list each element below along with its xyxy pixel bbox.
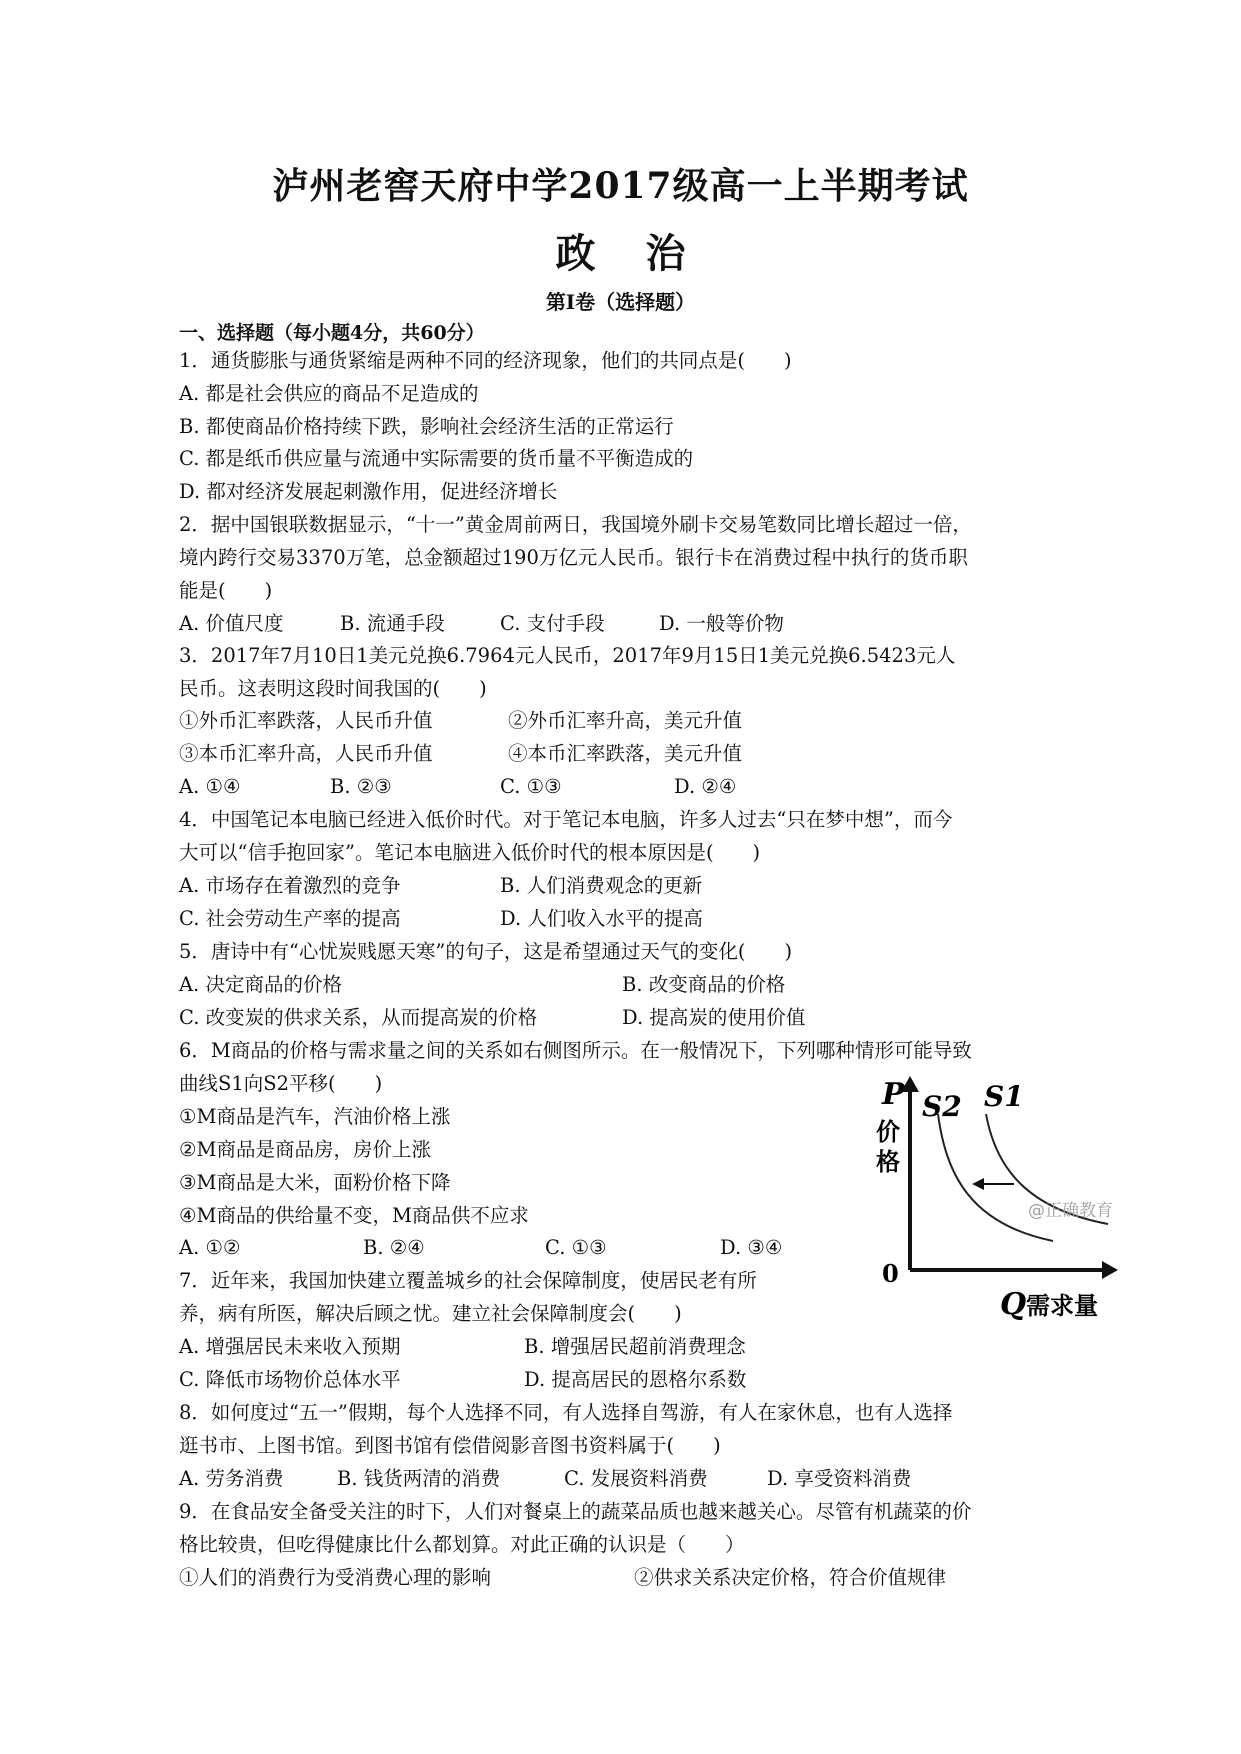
exam-title: 泸州老窖天府中学2017级高一上半期考试 <box>272 165 969 207</box>
q7-stem-line2: 养，病有所医，解决后顾之忧。建立社会保障制度会( ) <box>179 1302 682 1325</box>
y-axis-label-char1: 价 <box>876 1117 900 1146</box>
q3-stem-line2: 民币。这表明这段时间我国的( ) <box>179 677 487 700</box>
q6-item-3: ③M商品是大米，面粉价格下降 <box>179 1171 451 1194</box>
q1-option-b: B. 都使商品价格持续下跌，影响社会经济生活的正常运行 <box>179 415 674 438</box>
q8-option-a: A. 劳务消费 <box>179 1467 284 1490</box>
q6-option-b: B. ②④ <box>363 1236 425 1259</box>
q2-option-c: C. 支付手段 <box>500 612 605 635</box>
demand-curve-figure <box>868 1074 1128 1324</box>
y-axis-letter: P <box>882 1077 905 1112</box>
q6-option-c: C. ①③ <box>545 1236 607 1259</box>
q5-option-b: B. 改变商品的价格 <box>622 973 786 996</box>
curve-s1-label: S1 <box>984 1080 1024 1113</box>
part-heading: 第Ⅰ卷（选择题） <box>545 290 696 314</box>
q3-option-d: D. ②④ <box>674 775 737 798</box>
q8-option-c: C. 发展资料消费 <box>564 1467 708 1490</box>
q3-item-1: ①外币汇率跌落，人民币升值 <box>179 709 433 732</box>
x-axis-arrow <box>1102 1261 1118 1279</box>
q2-stem-line1: 2．据中国银联数据显示，“十一”黄金周前两日，我国境外刷卡交易笔数同比增长超过一倍， <box>179 513 972 536</box>
q4-stem-line1: 4．中国笔记本电脑已经进入低价时代。对于笔记本电脑，许多人过去“只在梦中想”，而今 <box>179 808 953 831</box>
q3-option-a: A. ①④ <box>179 775 241 798</box>
q5-stem: 5．唐诗中有“心忧炭贱愿天寒”的句子，这是希望通过天气的变化( ) <box>179 940 793 963</box>
q6-item-2: ②M商品是商品房，房价上涨 <box>179 1138 431 1161</box>
y-axis-label-char2: 格 <box>876 1147 900 1176</box>
demand-curve-diagram <box>868 1074 1128 1324</box>
q2-option-d: D. 一般等价物 <box>659 612 784 635</box>
curve-s2 <box>938 1114 1053 1241</box>
q9-stem-line2: 格比较贵，但吃得健康比什么都划算。对此正确的认识是（ ） <box>179 1533 745 1556</box>
q9-item-1: ①人们的消费行为受消费心理的影响 <box>179 1566 492 1589</box>
q5-option-a: A. 决定商品的价格 <box>179 973 342 996</box>
q9-stem-line1: 9．在食品安全备受关注的时下，人们对餐桌上的蔬菜品质也越来越关心。尽管有机蔬菜的价 <box>179 1500 972 1523</box>
curve-s2-label: S2 <box>922 1090 962 1123</box>
q4-option-a: A. 市场存在着激烈的竞争 <box>179 874 401 897</box>
q8-option-d: D. 享受资料消费 <box>767 1467 912 1490</box>
watermark: @正确教育 <box>1028 1201 1113 1221</box>
q3-item-2: ②外币汇率升高，美元升值 <box>508 709 743 732</box>
q6-option-d: D. ③④ <box>720 1236 783 1259</box>
q2-stem-line3: 能是( ) <box>179 579 273 602</box>
q6-stem-line1: 6．M商品的价格与需求量之间的关系如右侧图所示。在一般情况下，下列哪种情形可能导致 <box>179 1039 972 1062</box>
x-axis-label: 需求量 <box>1026 1291 1098 1320</box>
q2-option-b: B. 流通手段 <box>340 612 445 635</box>
section-heading: 一、选择题（每小题4分，共60分） <box>179 322 485 344</box>
q6-item-4: ④M商品的供给量不变，M商品供不应求 <box>179 1204 529 1227</box>
q5-option-c: C. 改变炭的供求关系，从而提高炭的价格 <box>179 1006 538 1029</box>
q1-stem: 1．通货膨胀与通货紧缩是两种不同的经济现象，他们的共同点是( ) <box>179 349 792 372</box>
q6-stem-line2: 曲线S1向S2平移( ) <box>179 1072 383 1095</box>
q3-stem-line1: 3．2017年7月10日1美元兑换6.7964元人民币，2017年9月15日1美元兑换6.5423元人 <box>179 644 956 667</box>
shift-arrow-head <box>972 1178 984 1190</box>
q6-option-a: A. ①② <box>179 1236 241 1259</box>
q1-option-d: D. 都对经济发展起刺激作用，促进经济增长 <box>179 480 558 503</box>
q3-item-3: ③本币汇率升高，人民币升值 <box>179 742 433 765</box>
q8-stem-line2: 逛书市、上图书馆。到图书馆有偿借阅影音图书资料属于( ) <box>179 1434 721 1457</box>
q4-option-d: D. 人们收入水平的提高 <box>500 907 703 930</box>
q7-option-a: A. 增强居民未来收入预期 <box>179 1335 401 1358</box>
q8-stem-line1: 8．如何度过“五一”假期，每个人选择不同，有人选择自驾游，有人在家休息，也有人选择 <box>179 1401 953 1424</box>
q2-option-a: A. 价值尺度 <box>179 612 284 635</box>
q4-stem-line2: 大可以“信手抱回家”。笔记本电脑进入低价时代的根本原因是( ) <box>179 841 761 864</box>
q4-option-c: C. 社会劳动生产率的提高 <box>179 907 401 930</box>
q7-option-d: D. 提高居民的恩格尔系数 <box>524 1368 747 1391</box>
x-axis-letter: Q <box>1000 1287 1027 1322</box>
q4-option-b: B. 人们消费观念的更新 <box>500 874 703 897</box>
q1-option-a: A. 都是社会供应的商品不足造成的 <box>179 382 479 405</box>
q5-option-d: D. 提高炭的使用价值 <box>622 1006 806 1029</box>
q3-option-b: B. ②③ <box>330 775 392 798</box>
q1-option-c: C. 都是纸币供应量与流通中实际需要的货币量不平衡造成的 <box>179 447 694 470</box>
q7-stem-line1: 7．近年来，我国加快建立覆盖城乡的社会保障制度，使居民老有所 <box>179 1269 757 1292</box>
q9-item-2: ②供求关系决定价格，符合价值规律 <box>634 1566 947 1589</box>
q7-option-c: C. 降低市场物价总体水平 <box>179 1368 401 1391</box>
q3-option-c: C. ①③ <box>500 775 562 798</box>
subject-title: 政治 <box>555 230 736 277</box>
q3-item-4: ④本币汇率跌落，美元升值 <box>508 742 743 765</box>
q6-item-1: ①M商品是汽车，汽油价格上涨 <box>179 1105 451 1128</box>
q8-option-b: B. 钱货两清的消费 <box>337 1467 501 1490</box>
q7-option-b: B. 增强居民超前消费理念 <box>524 1335 746 1358</box>
origin-label: 0 <box>882 1259 899 1288</box>
q2-stem-line2: 境内跨行交易3370万笔，总金额超过190万亿元人民币。银行卡在消费过程中执行的货币职 <box>179 546 968 569</box>
